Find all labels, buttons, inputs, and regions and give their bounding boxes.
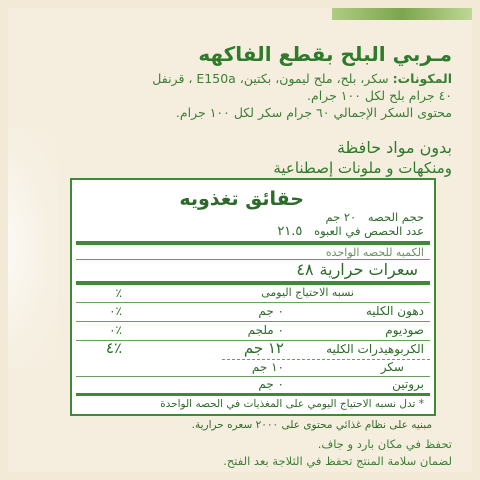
daily-value-header: نسبه الاحتياج اليومى <box>261 286 354 299</box>
nutrition-title: حقائق تغذويه <box>179 188 304 210</box>
servings-per-container <box>277 224 424 239</box>
ingredients-block <box>28 70 452 121</box>
serving-size-value: ٢٠ جم <box>325 210 357 224</box>
footnote-line-1: * تدل نسبه الاحتياج اليومي على المغذيات في الحصه الواحدة <box>160 398 424 410</box>
storage-instructions <box>28 436 452 470</box>
ingredients-heading: المكونات: <box>392 71 452 86</box>
thick-divider <box>76 241 430 245</box>
nutrient-amount: ٠ جم <box>258 377 284 391</box>
nutrient-name: بروتين <box>392 377 424 391</box>
nutrient-percent: ٪٠ <box>109 323 122 337</box>
serving-size-label: حجم الحصه <box>367 210 424 224</box>
nutrient-amount: ٠ جم <box>258 304 284 318</box>
nutrient-row-fat <box>72 304 434 321</box>
storage-line-1: تحفظ في مكان بارد و جاف. <box>317 437 452 451</box>
sugar-content: محتوى السكر الإجمالي ٦٠ جرام سكر لكل ١٠٠ جرام. <box>175 105 452 120</box>
nutrient-row-sodium <box>72 323 434 340</box>
thick-divider <box>76 393 430 396</box>
product-label <box>8 8 472 472</box>
nutrient-amount: ١٠ جم <box>251 360 284 374</box>
claims-block <box>28 138 452 178</box>
divider <box>76 302 430 303</box>
nutrient-name: سكر <box>380 360 404 374</box>
product-title: مـربي البلح بقطع الفاكهه <box>198 42 452 66</box>
no-preservatives-claim: بدون مواد حافظة <box>336 138 452 157</box>
nutrient-row-sugar <box>72 360 434 377</box>
daily-value-symbol-row <box>72 286 434 303</box>
nutrient-name: الكربوهيدرات الكليه <box>326 342 424 356</box>
nutrient-percent: ٪٤ <box>105 339 122 357</box>
ingredients-line-1 <box>28 70 452 87</box>
leaf-decoration <box>332 8 472 20</box>
thick-divider <box>76 281 430 285</box>
serving-info <box>277 210 424 239</box>
nutrient-row-carbs <box>72 339 434 359</box>
calories <box>296 260 424 279</box>
servings-label: عدد الحصص في العبوه <box>314 224 424 238</box>
nutrient-amount: ١٢ جم <box>243 339 284 357</box>
nutrient-row-protein <box>72 377 434 394</box>
nutrition-facts-panel <box>70 178 436 416</box>
nutrient-amount: ٠ ملجم <box>247 323 284 337</box>
storage-line-2: لضمان سلامة المنتج تحفظ في الثلاجة بعد الفتح. <box>223 454 452 468</box>
daily-value-symbol: ٪ <box>115 286 122 300</box>
fruit-content: ٤٠ جرام بلح لكل ١٠٠ جرام. <box>307 88 452 103</box>
calories-label: سعرات حرارية <box>319 260 418 279</box>
divider <box>76 321 430 322</box>
footnote-continued: مبنيه على نظام غذائي محتوى على ٢٠٠٠ سعره حرارية. <box>191 419 432 431</box>
serving-size <box>277 210 424 224</box>
per-serving-label: الكميه للحصه الواحده <box>325 246 424 259</box>
nutrient-name: صوديوم <box>385 323 424 337</box>
footnote <box>82 397 424 411</box>
nutrient-percent: ٪٠ <box>109 304 122 318</box>
no-artificial-claim: ومنكهات و ملونات إصطناعية <box>273 159 452 177</box>
nutrient-name: دهون الكليه <box>365 304 424 318</box>
calories-value: ٤٨ <box>296 260 314 279</box>
ingredients-list: سكر، بلح، ملح ليمون، بكتين، E150a ، قرنفل <box>152 71 389 86</box>
servings-value: ٢١.٥ <box>277 224 303 239</box>
